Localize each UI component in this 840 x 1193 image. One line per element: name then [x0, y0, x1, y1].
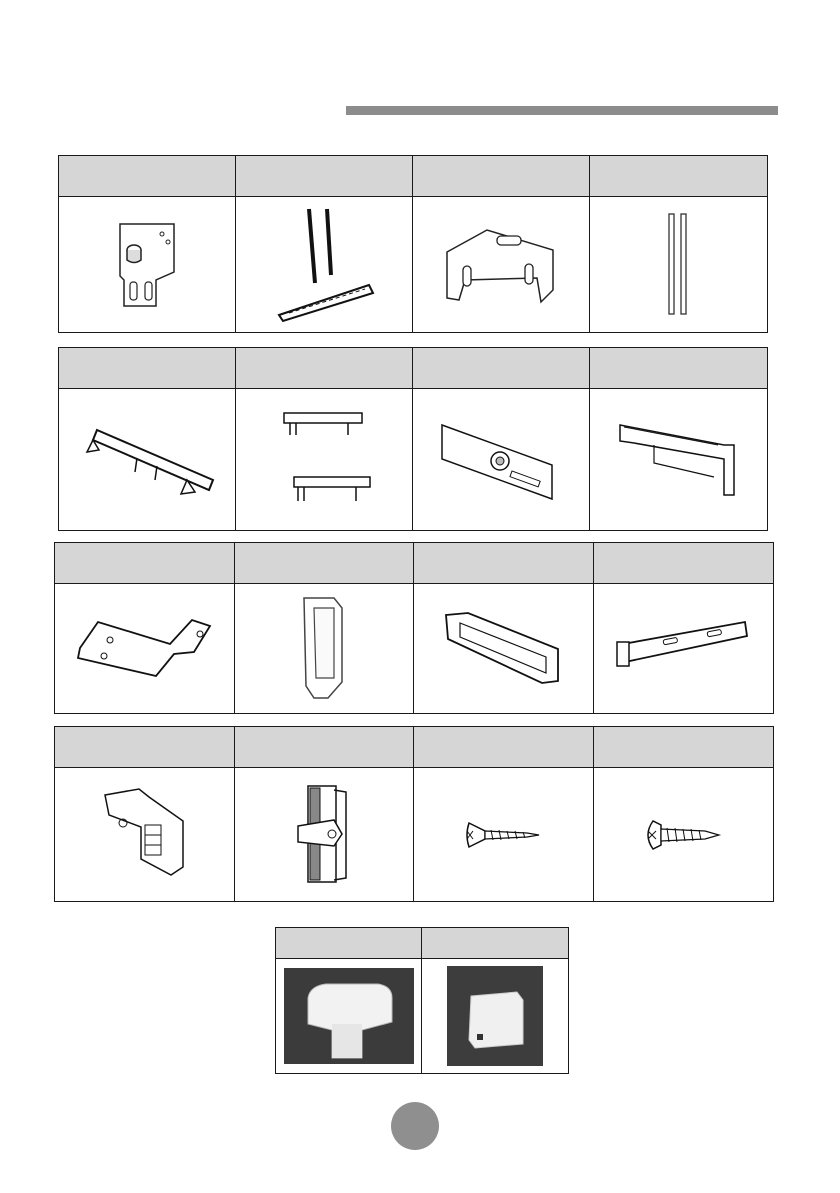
part-cell — [413, 348, 590, 530]
parts-row-2 — [58, 347, 768, 531]
slotted-rail-icon — [613, 614, 753, 684]
z-bracket-icon — [74, 614, 214, 684]
part-cell — [236, 348, 413, 530]
rectangular-frame-bracket-icon — [438, 609, 568, 689]
part-label — [594, 727, 774, 768]
part-label — [413, 348, 589, 389]
part-cell — [413, 156, 590, 332]
white-cap-photo-icon — [284, 968, 414, 1064]
part-label — [55, 543, 234, 584]
vertical-strips-icon — [659, 210, 699, 320]
part-label — [55, 727, 234, 768]
parts-row-4 — [54, 726, 774, 902]
part-cell — [414, 543, 594, 713]
part-cell — [414, 727, 594, 901]
part-cell — [422, 928, 568, 1073]
parts-row-3 — [54, 542, 774, 714]
mounting-plate-with-pin-icon — [112, 220, 182, 310]
two-pin-bars-icon — [274, 405, 374, 515]
slotted-bracket-icon — [441, 220, 561, 310]
title-bar — [346, 106, 778, 115]
part-cell — [594, 543, 774, 713]
part-cell — [276, 928, 422, 1073]
part-label — [594, 543, 774, 584]
part-label — [59, 348, 235, 389]
part-label — [590, 156, 767, 197]
part-label — [59, 156, 235, 197]
parts-row-5 — [275, 927, 569, 1074]
clip-with-screw-icon — [294, 780, 354, 890]
page-number-badge — [391, 1102, 439, 1150]
part-label — [235, 543, 414, 584]
pan-head-screw-icon — [643, 817, 723, 853]
part-cell — [55, 543, 235, 713]
part-label — [236, 156, 412, 197]
part-cell — [594, 727, 774, 901]
part-label — [413, 156, 589, 197]
slotted-plate-with-knob-icon — [436, 415, 566, 505]
angled-rail-icon — [77, 420, 217, 500]
hinge-rods-and-rail-icon — [269, 205, 379, 325]
part-label — [236, 348, 412, 389]
part-label — [414, 727, 593, 768]
slide-block-icon — [99, 785, 189, 885]
part-cell — [235, 543, 415, 713]
part-label — [422, 928, 568, 959]
part-cell — [59, 156, 236, 332]
white-block-photo-icon — [447, 966, 543, 1066]
door-stopper-icon — [294, 594, 354, 704]
l-shaped-bracket-icon — [614, 415, 744, 505]
part-cell — [235, 727, 415, 901]
parts-row-1 — [58, 155, 768, 333]
part-cell — [590, 348, 767, 530]
part-cell — [55, 727, 235, 901]
part-cell — [59, 348, 236, 530]
part-cell — [236, 156, 413, 332]
part-label — [414, 543, 593, 584]
part-label — [590, 348, 767, 389]
part-cell — [590, 156, 767, 332]
part-label — [235, 727, 414, 768]
countersunk-screw-icon — [463, 817, 543, 853]
part-label — [276, 928, 421, 959]
